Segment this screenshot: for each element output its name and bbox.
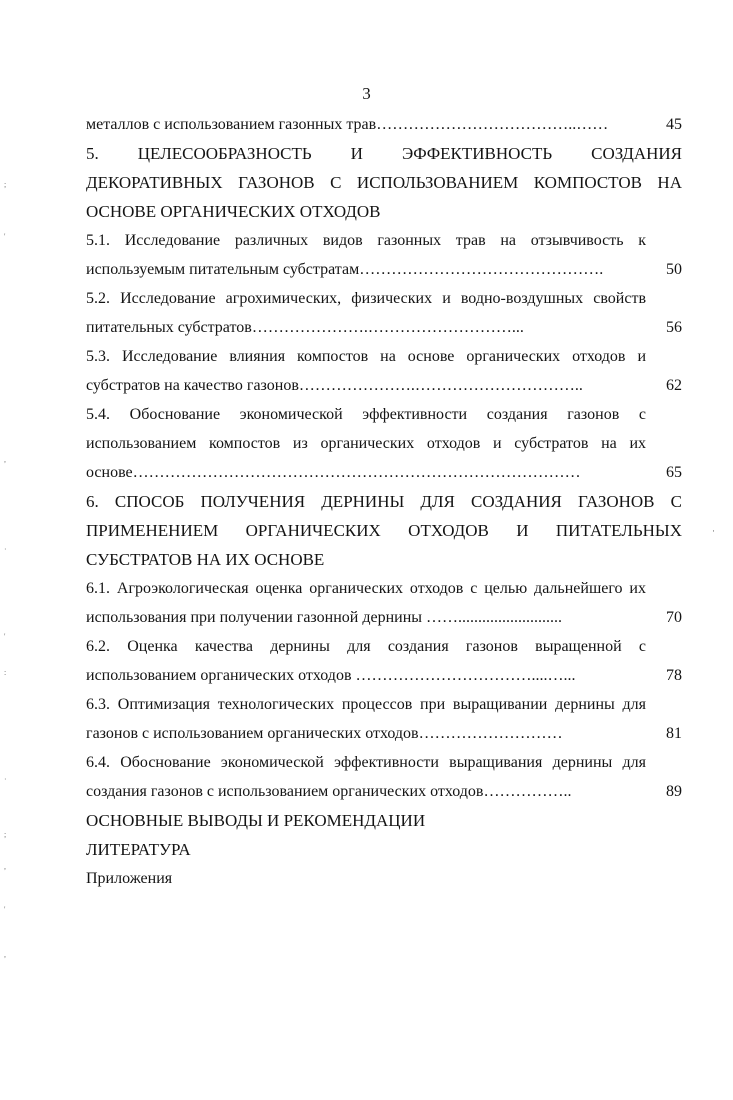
toc-entry-5-3: [86, 342, 682, 400]
toc-entry-page: 70: [666, 609, 682, 626]
scan-mark: ·: [4, 545, 7, 554]
toc-entry-text: 5.4. Обоснование экономической эффективности создания газонов с использованием компостов из органических отходов и субстратов на их основе…………………………………………………………………………: [86, 406, 646, 481]
toc-entry-page: 89: [666, 783, 682, 800]
toc-entry-text: 6.3. Оптимизация технологических процессов при выращивании дернины для газонов с использованием органических отходов………………………: [86, 696, 646, 742]
toc-entry-6-1: [86, 574, 682, 632]
toc-entry-text: 6.4. Обоснование экономической эффективности выращивания дернины для создания газонов с использованием органических отходов……………..: [86, 754, 646, 800]
toc-entry-page: 81: [666, 725, 682, 742]
scan-mark-right: ·: [712, 526, 715, 536]
toc-entry-text: 6.1. Агроэкологическая оценка органических отходов с целью дальнейшего их использования при получении газонной дернины ……..........................: [86, 580, 646, 626]
toc-entry-page: 78: [666, 667, 682, 684]
toc-entry-continued: [86, 110, 682, 139]
toc-entry-6-2: [86, 632, 682, 690]
toc-section-6: [86, 487, 682, 574]
toc-entry-text: 6.2. Оценка качества дернины для создания газонов выращенной с использованием органических отходов ……………………………....…...: [86, 638, 646, 684]
scan-margin-marks: [4, 0, 14, 1100]
toc-entry-page: 65: [666, 464, 682, 481]
toc-appendices: Приложения: [86, 870, 173, 887]
scan-mark: ,: [4, 455, 6, 464]
table-of-contents: [86, 110, 682, 893]
scan-mark: :: [4, 668, 7, 677]
toc-entry-page: 50: [666, 261, 682, 278]
toc-entry-text: 5.1. Исследование различных видов газонных трав на отзывчивость к используемым питательным субстратам……………………………………….: [86, 232, 646, 278]
scan-mark: ,: [4, 950, 6, 959]
scan-mark: ;: [4, 180, 7, 189]
toc-section-5: [86, 139, 682, 226]
toc-literature: ЛИТЕРАТУРА: [86, 840, 191, 859]
toc-entry-5-2: [86, 284, 682, 342]
toc-entry-5-1: [86, 226, 682, 284]
scan-mark: ,: [4, 862, 6, 871]
toc-entry-text: 5.3. Исследование влияния компостов на основе органических отходов и субстратов на качество газонов………………….…………………………..: [86, 348, 646, 394]
scan-mark: ': [4, 232, 6, 241]
toc-conclusions: ОСНОВНЫЕ ВЫВОДЫ И РЕКОМЕНДАЦИИ: [86, 811, 426, 830]
toc-entry-text: металлов с использованием газонных трав………………………………..……: [86, 116, 609, 133]
scan-mark: ·: [4, 775, 7, 784]
toc-entry-page: 56: [666, 319, 682, 336]
toc-entry-text: 5.2. Исследование агрохимических, физических и водно-воздушных свойств питательных субстратов………………….………………………...: [86, 290, 646, 336]
toc-section-title: 6. СПОСОБ ПОЛУЧЕНИЯ ДЕРНИНЫ ДЛЯ СОЗДАНИЯ ГАЗОНОВ С ПРИМЕНЕНИЕМ ОРГАНИЧЕСКИХ ОТХОДОВ И ПИТАТЕЛЬНЫХ СУБСТРАТОВ НА ИХ ОСНОВЕ: [86, 492, 682, 569]
toc-entry-page: 62: [666, 377, 682, 394]
scan-mark: ': [4, 905, 6, 914]
toc-section-title: 5. ЦЕЛЕСООБРАЗНОСТЬ И ЭФФЕКТИВНОСТЬ СОЗДАНИЯ ДЕКОРАТИВНЫХ ГАЗОНОВ С ИСПОЛЬЗОВАНИЕМ КОМПОСТОВ НА ОСНОВЕ ОРГАНИЧЕСКИХ ОТХОДОВ: [86, 144, 682, 221]
toc-entry-6-3: [86, 690, 682, 748]
scan-mark: ': [4, 632, 6, 641]
toc-entry-6-4: [86, 748, 682, 806]
scan-mark: ;: [4, 830, 7, 839]
page-number: 3: [362, 84, 371, 103]
toc-entry-page: 45: [666, 116, 682, 133]
toc-entry-5-4: [86, 400, 682, 487]
